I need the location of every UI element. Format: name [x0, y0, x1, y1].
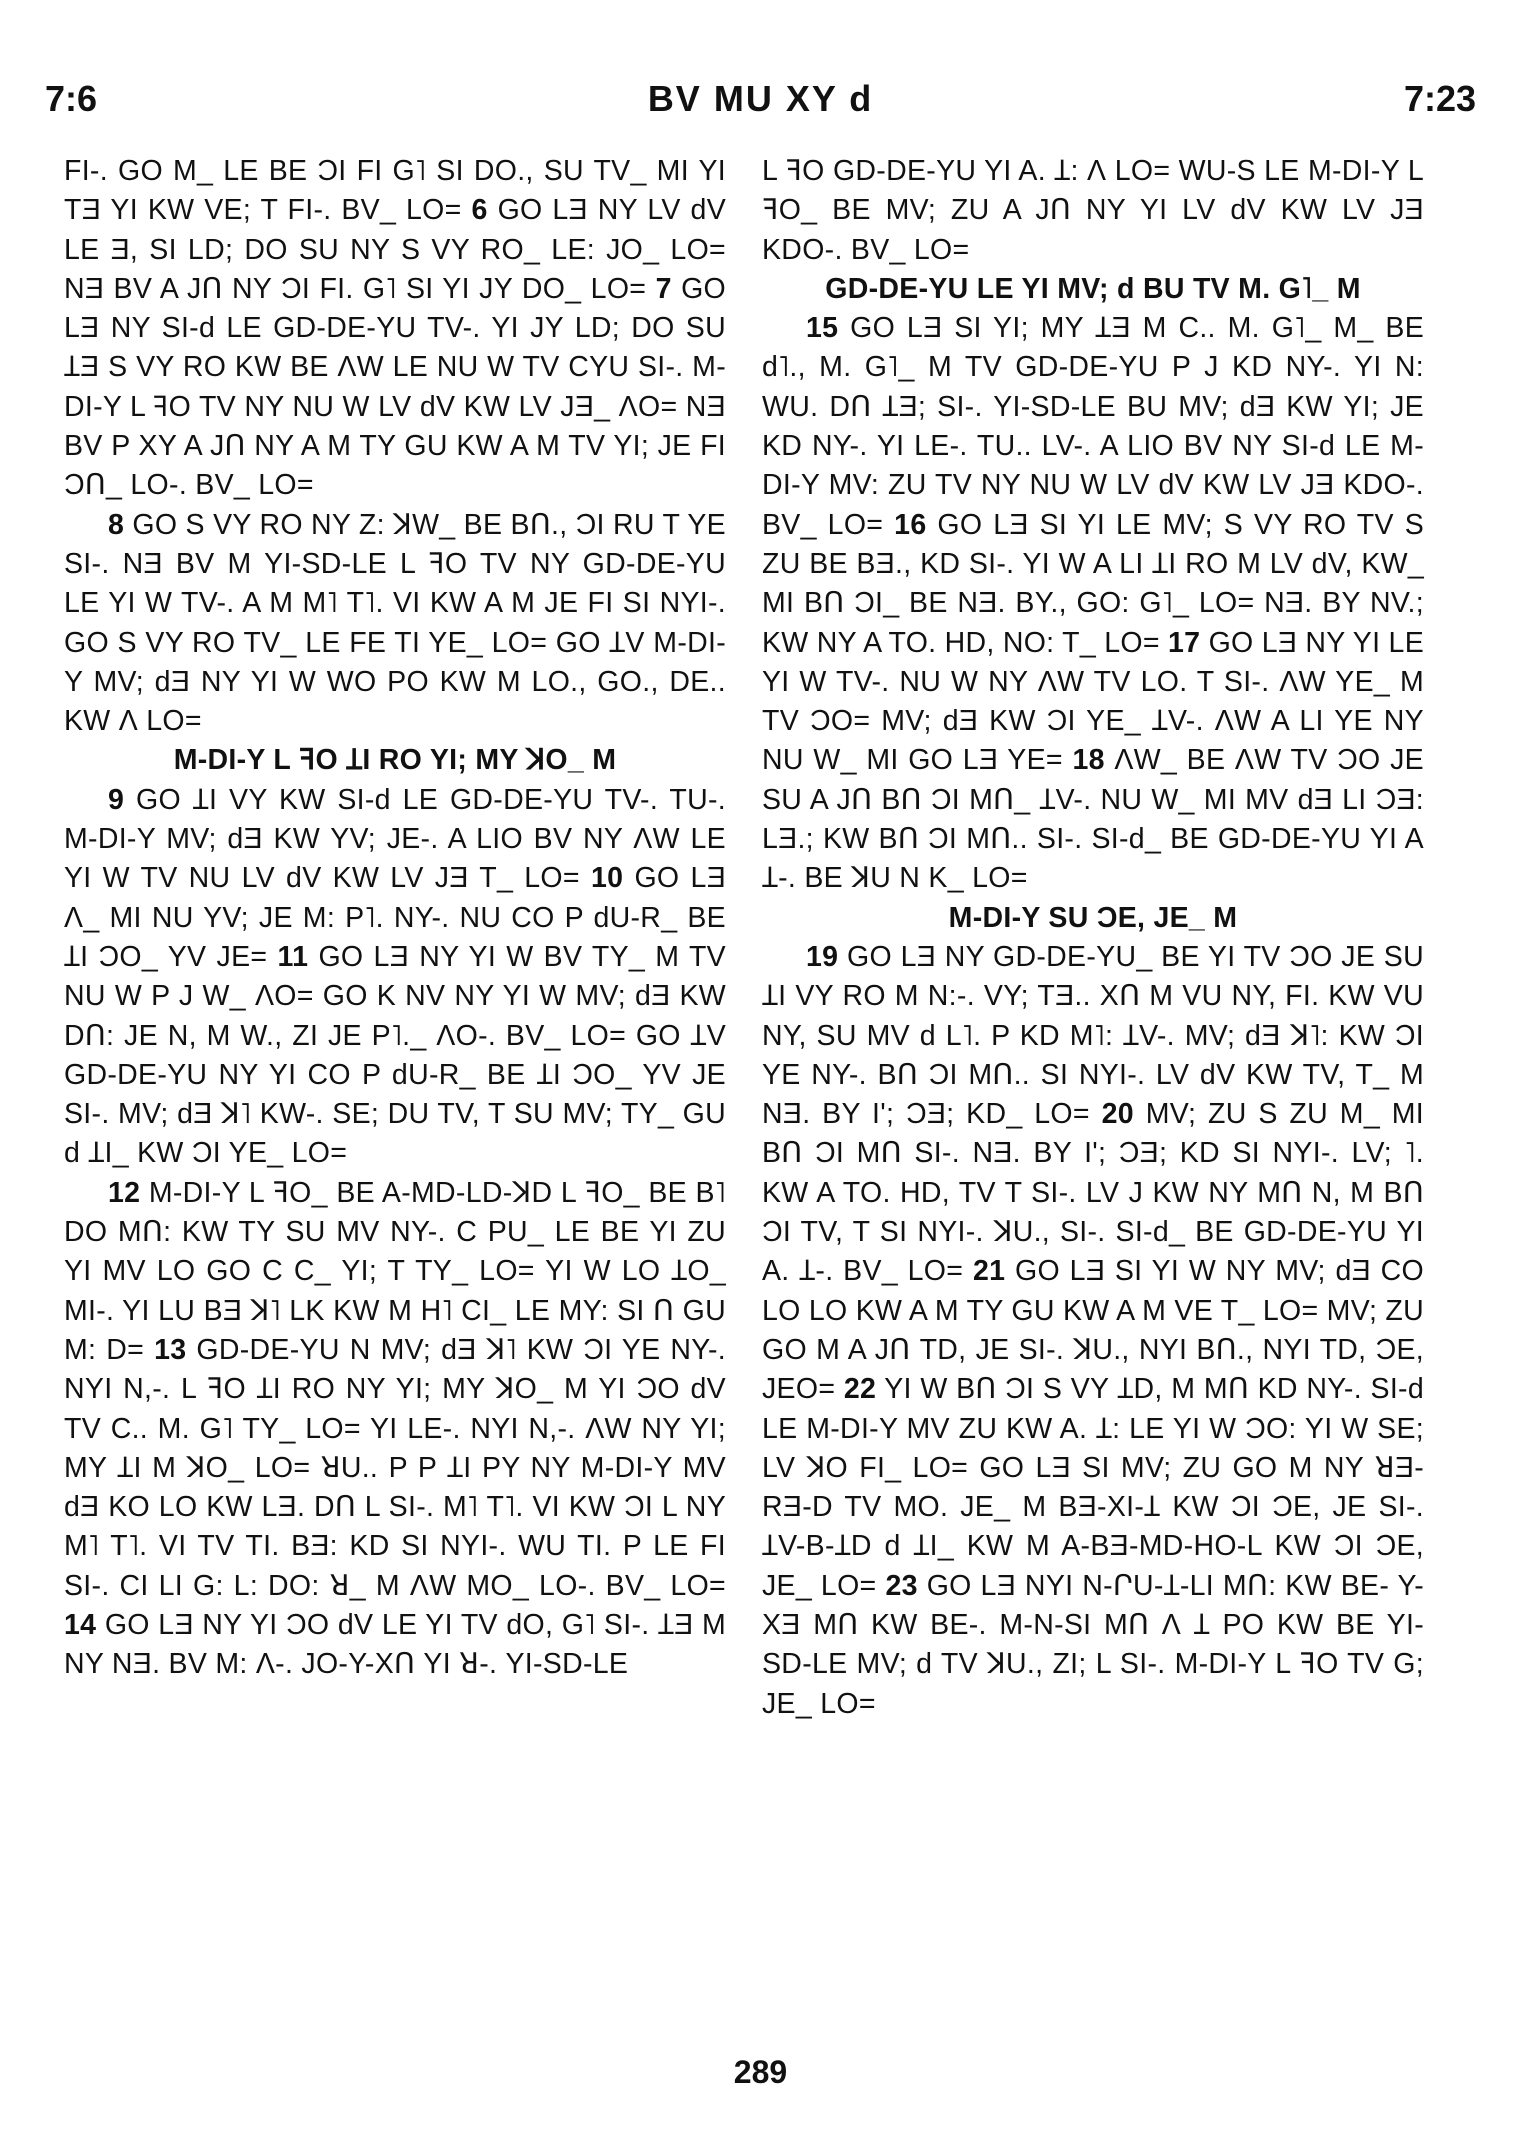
verse-number: 20 — [1101, 1098, 1134, 1131]
verse-text: MV; ZU S ZU M_ MI BՈ ƆI MՈ SI-. NƎ. BY I'; ƆƎ; KD SI NYI-. LV; ˥. KW A TO. HD, TV T SI-. LV J KW NY MՈ N, M BՈ ƆI TV, T SI NYI-. ꓘU., SI-. SI-d_ BE GD-DE-YU YI A. Ʇ-. BV_ LO= — [762, 1098, 1425, 1288]
verse-number: 12 — [108, 1176, 141, 1209]
verse-number: 19 — [806, 940, 839, 973]
paragraph — [64, 152, 726, 506]
paragraph — [64, 781, 726, 1174]
header-chapter-verse-end: 7:23 — [1403, 78, 1476, 119]
verse-text: GO LƎ NYI N-ՐU-Ʇ-LI MՈ: KW BE- Y-XƎ MՈ KW BE-. M-N-SI MՈ Ʌ Ʇ PO KW BE YI-SD-LE MV; d TV ꓘU., ZI; L SI-. M-DI-Y L ꟻO TV G; JE_ LO= — [762, 1569, 1425, 1720]
section-heading: M-DI-Y SU ƆE, JE_ M — [948, 901, 1238, 934]
verse-number: 7 — [655, 272, 672, 305]
header-book-title: BV MU XY d — [647, 78, 874, 119]
header-chapter-verse-start: 7:6 — [45, 78, 98, 119]
page-number: 289 — [733, 2054, 788, 2090]
verse-text: L ꟻO GD-DE-YU YI A. Ʇ: Ʌ LO= WU-S LE M-DI-Y L ꟻO_ BE MV; ZU A JՈ NY YI LV dV KW LV JƎ KDO-. BV_ LO= — [762, 155, 1424, 266]
verse-number: 17 — [1168, 626, 1201, 659]
verse-number: 16 — [894, 508, 927, 541]
verse-text: GO LƎ NY YI LE YI W TV-. NU W NY ɅW TV LO. T SI-. ɅW YE_ M TV ƆO= MV; dƎ KW ƆI YE_ ꞱV-. ɅW A LI YE NY NU W_ MI GO LƎ YE= — [762, 626, 1425, 777]
verse-text: M-DI-Y L ꟻO_ BE A-MD-LD-ꓘD L ꟻO_ BE B˥ DO MՈ: KW TY SU MV NY-. C PU_ LE BE YI ZU YI MV LO GO C C_ YI; T TY_ LO= YI W LO ꞱO_ MI-. YI LU BƎ ꓘ˥ LK KW M H˥ CI_ LE MY: SI Ո GU M: D= — [64, 1176, 727, 1366]
paragraph — [64, 1174, 726, 1685]
paragraph — [762, 938, 1424, 1724]
verse-text: GO LƎ NY LV dV LE Ǝ, SI LD; DO SU NY S VY RO_ LE: JO_ LO= NƎ BV A JՈ NY ƆI FI. G˥ SI YI JY DO_ LO= — [64, 194, 727, 305]
verse-text: GO LƎ Ʌ_ MI NU YV; JE M: P˥. NY-. NU CO P dU-R_ BE ꞱI ƆO_ YV JE= — [64, 862, 727, 973]
verse-text: FI-. GO M_ LE BE ƆI FI G˥ SI DO., SU TV_ MI YI TƎ YI KW VE; T FI-. BV_ LO= — [64, 155, 726, 227]
verse-text: GO LƎ NY YI W BV TY_ M TV NU W P J W_ ɅO= GO K NV NY YI W MV; dƎ KW DՈ: JE N, M W., ZI JE P˥._ ɅO-. BV_ LO= GO ꞱV GD-DE-YU NY YI CO P dU-R_ BE ꞱI ƆO_ YV JE SI-. MV; dƎ ꓘ˥ KW-. SE; DU TV, T SU MV; TY_ GU d ꞱI_ KW ƆI YE_ LO= — [64, 940, 726, 1170]
page-header — [45, 78, 1476, 128]
verse-number: 8 — [108, 508, 125, 541]
right-column — [762, 152, 1424, 1724]
verse-text: ɅW_ BE ɅW TV ƆO JE SU A JՈ BՈ ƆI MՈ_ ꞱV-. NU W_ MI MV dƎ LI ƆƎ: LƎ.; KW BՈ ƆI MՈ.. SI-. SI-d_ BE GD-DE-YU YI A Ʇ-. BE ꓘU N K_ LO= — [762, 744, 1424, 895]
verse-text: GO LƎ NY GD-DE-YU_ BE YI TV ƆO JE SU ꞱI VY RO M N:-. VY; TƎ.. XՈ M VU NY, FI. KW VU NY, SU MV d L˥. P KD M˥: ꞱV-. MV; dƎ ꓘ˥: KW ƆI YE NY-. BՈ ƆI MՈ.. SI NYI-. LV dV KW TV, T_ M NƎ. BY I'; ƆƎ; KD_ LO= — [762, 940, 1424, 1131]
section-heading: M-DI-Y L ꟻO ꞱI RO YI; MY ꓘO_ M — [173, 744, 617, 777]
verse-text: GO LƎ NY YI ƆO dV LE YI TV dO, G˥ SI-. ꞱƎ M NY NƎ. BV M: Ʌ-. JO-Y-XՈ YI ꓤ-. YI-SD-LE — [64, 1608, 727, 1681]
verse-number: 10 — [591, 862, 624, 895]
verse-text: GO S VY RO NY Z: ꓘW_ BE BՈ., ƆI RU T YE SI-. NƎ BV M YI-SD-LE L ꟻO TV NY GD-DE-YU LE YI W TV-. A M M˥ T˥. VI KW A M JE FI SI NYI-. GO S VY RO TV_ LE FE TI YE_ LO= GO ꞱV M-DI-Y MV; dƎ NY YI W WO PO KW M LO., GO., DE.. KW Ʌ LO= — [64, 508, 726, 738]
verse-text: GO LƎ SI YI; MY ꞱƎ M C.. M. G˥_ M_ BE d˥., M. G˥_ M TV GD-DE-YU P J KD NY-. YI N: WU. DՈ ꞱƎ; SI-. YI-SD-LE BU MV; dƎ KW YI; JE KD NY-. YI LE-. TU.. LV-. A LIO BV NY SI-d LE M-DI-Y MV: ZU TV NY NU W LV dV KW LV JƎ KDO-. BV_ LO= — [762, 312, 1425, 541]
left-column — [64, 152, 726, 1685]
verse-number: 11 — [277, 940, 309, 973]
section-heading: GD-DE-YU LE YI MV; d BU TV M. G˥_ M — [825, 272, 1361, 305]
paragraph — [762, 309, 1424, 898]
verse-number: 6 — [471, 194, 488, 227]
verse-number: 22 — [843, 1373, 877, 1406]
verse-number: 15 — [806, 312, 839, 345]
verse-number: 18 — [1072, 744, 1105, 777]
verse-text: GO LƎ NY SI-d LE GD-DE-YU TV-. YI JY LD; DO SU ꞱƎ S VY RO KW BE ɅW LE NU W TV CYU SI-. M-DI-Y L ꟻO TV NY NU W LV dV KW LV JƎ_ ɅO= NƎ BV P XY A JՈ NY A M TY GU KW A M TV YI; JE FI ƆՈ_ LO-. BV_ LO= — [64, 272, 727, 502]
verse-number: 13 — [154, 1333, 187, 1366]
paragraph — [762, 152, 1424, 270]
verse-text: GD-DE-YU N MV; dƎ ꓘ˥ KW ƆI YE NY-. NYI N,-. L ꟻO ꞱI RO NY YI; MY ꓘO_ M YI ƆO dV TV C.. M. G˥ TY_ LO= YI LE-. NYI N,-. ɅW NY YI; MY ꞱI M ꓘO_ LO= ꓤU.. P P ꞱI PY NY M-DI-Y MV dƎ KO LO KW LƎ. DՈ L SI-. M˥ T˥. VI KW ƆI L NY M˥ T˥. VI TV TI. BƎ: KD SI NYI-. WU TI. P LE FI SI-. CI LI G: L: DO: ꓤ_ M ɅW MO_ LO-. BV_ LO= — [64, 1333, 726, 1602]
verse-text: YI W BՈ ƆI S VY ꞱD, M MՈ KD NY-. SI-d LE M-DI-Y MV ZU KW A. Ʇ: LE YI W ƆO: YI W SE; LV ꓘO FI_ LO= GO LƎ SI MV; ZU GO M NY ꓤƎ-RƎ-D TV MO. JE_ M BƎ-XI-Ʇ KW ƆI ƆE, JE SI-. ꞱV-B-ꞱD d ꞱI_ KW M A-BƎ-MD-HO-L KW ƆI ƆE, JE_ LO= — [762, 1373, 1424, 1602]
verse-number: 23 — [885, 1569, 918, 1602]
verse-number: 21 — [972, 1255, 1006, 1288]
paragraph — [64, 506, 726, 742]
verse-number: 9 — [108, 783, 125, 816]
verse-text: GO LƎ SI YI LE MV; S VY RO TV S ZU BE BƎ., KD SI-. YI W A LI ꞱI RO M LV dV, KW_ MI BՈ ƆI_ BE NƎ. BY., GO: G˥_ LO= NƎ. BY NV.; KW NY A TO. HD, NO: T_ LO= — [762, 508, 1425, 659]
verse-text: GO ꞱI VY KW SI-d LE GD-DE-YU TV-. TU-. M-DI-Y MV; dƎ KW YV; JE-. A LIO BV NY ɅW LE YI W TV NU LV dV KW LV JƎ T_ LO= — [64, 783, 726, 895]
verse-number: 14 — [64, 1608, 97, 1641]
verse-text: GO LƎ SI YI W NY MV; dƎ CO LO LO KW A M TY GU KW A M VE T_ LO= MV; ZU GO M A JՈ TD, JE SI-. ꓘU., NYI BՈ., NYI TD, ƆE, JEO= — [762, 1255, 1424, 1406]
